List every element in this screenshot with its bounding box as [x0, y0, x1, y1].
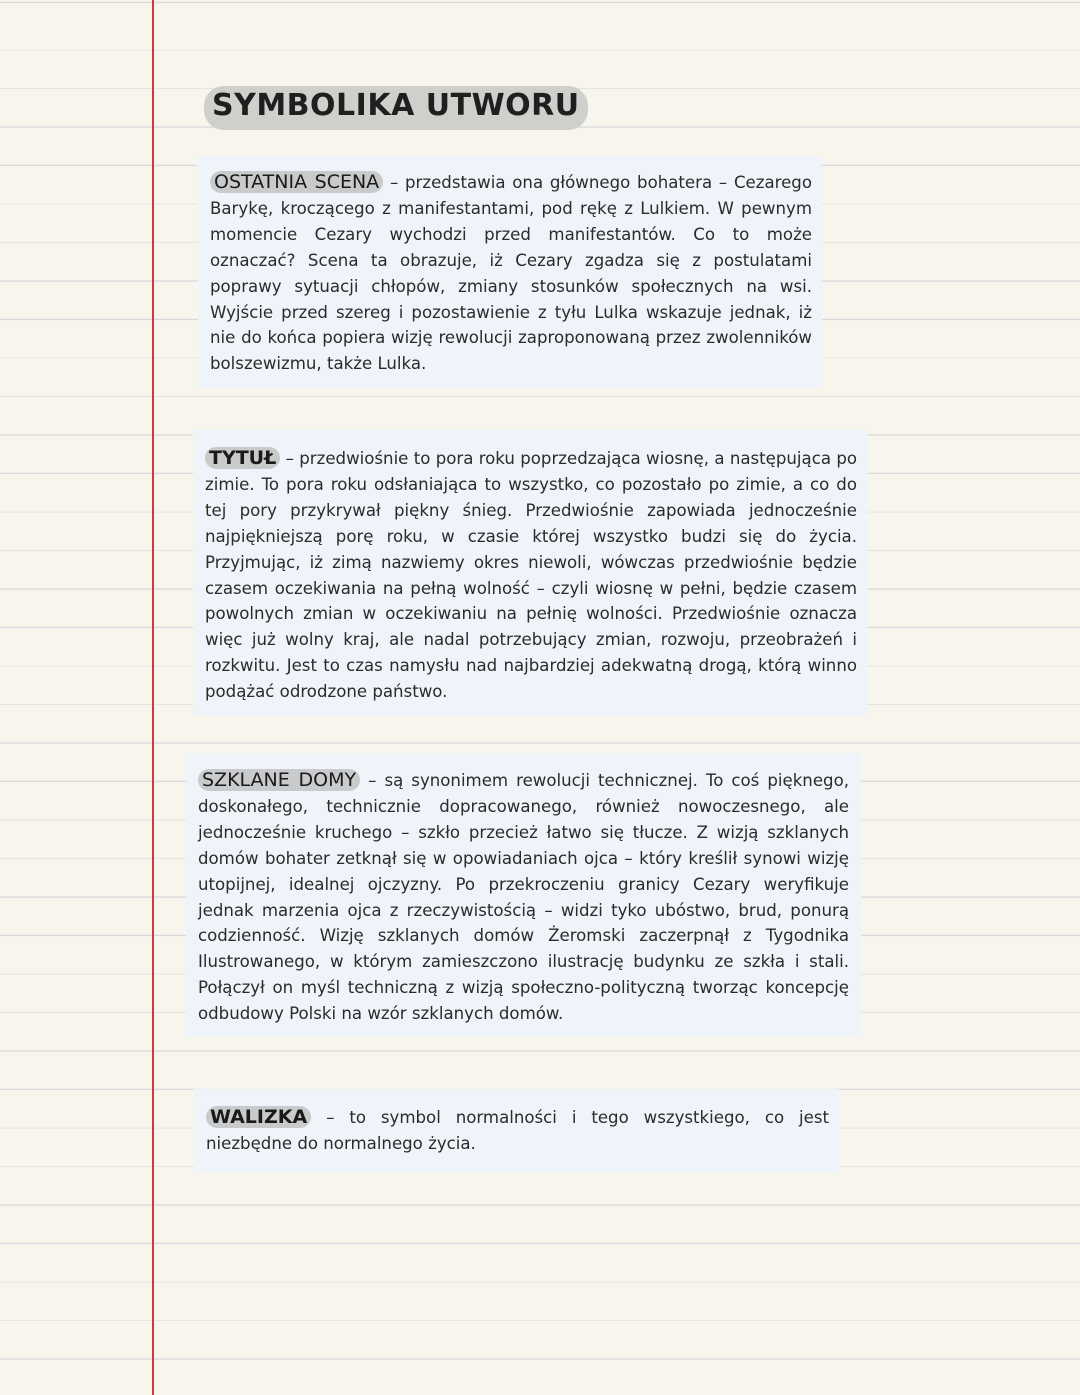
note-text: – są synonimem rewolucji technicznej. To coś pięknego, doskonałego, technicznie dopracowanego, również nowoczesnego, ale jednocześnie kruchego – szkło przecież łatwo się tłucze. Z wizją szklanych domów bohater zetknął się w opowiadaniach ojca – który kreślił synowi wizję utopijnej, idealnej ojczyzny. Po przekroczeniu granicy Cezary weryfikuje jednak marzenia ojca z rzeczywistością – widzi tyko ubóstwo, brud, ponurą codzienność. Wizję szklanych domów Żeromski zaczerpnął z Tygodnika Ilustrowanego, w którym zamieszczono ilustrację budynku ze szkła i stali. Połączył on myśl techniczną z wizją społeczno-polityczną tworząc koncepcję odbudowy Polski na wzór szklanych domów.: [198, 771, 849, 1024]
note-term: WALIZKA: [206, 1106, 311, 1128]
note-paragraph: [205, 446, 857, 705]
note-paragraph: [198, 768, 849, 1027]
margin-line: [152, 0, 154, 1395]
note-text: – przedwiośnie to pora roku poprzedzająca wiosnę, a następująca po zimie. To pora roku odsłaniająca to wszystko, co pozostało po zimie, a co do tej pory przykrywał piękny śnieg. Przedwiośnie zapowiada jednocześnie najpiękniejszą porę roku, w czasie której wszystko budzi się do życia. Przyjmując, iż zimą nazwiemy okres niewoli, wówczas przedwiośnie będzie czasem oczekiwania na pełną wolność – czyli wiosnę w pełni, będzie czasem powolnych zmian w oczekiwaniu na pełnię wolności. Przedwiośnie oznacza więc już wolny kraj, ale nadal potrzebujący zmian, rozwoju, przeobrażeń i rozkwitu. Jest to czas namysłu nad najbardziej adekwatną drogą, którą winno podążać odrodzone państwo.: [205, 449, 857, 702]
page-title: SYMBOLIKA UTWORU: [204, 86, 588, 130]
note-paragraph: [206, 1105, 829, 1157]
note-paragraph: [210, 170, 812, 377]
note-term: TYTUŁ: [205, 447, 280, 469]
note-szklane-domy: [186, 753, 861, 1037]
note-tytul: [193, 430, 867, 716]
note-ostatnia-scena: [198, 156, 822, 388]
note-walizka: [194, 1089, 839, 1173]
note-text: – przedstawia ona głównego bohatera – Cezarego Barykę, kroczącego z manifestantami, pod rękę z Lulkiem. W pewnym momencie Cezary wychodzi przed manifestantów. Co to może oznaczać? Scena ta obrazuje, iż Cezary zgadza się z postulatami poprawy sytuacji chłopów, zmiany stosunków społecznych na wsi. Wyjście przed szereg i pozostawienie z tyłu Lulka wskazuje jednak, iż nie do końca popiera wizję rewolucji zaproponowaną przez zwolenników bolszewizmu, także Lulka.: [210, 173, 812, 374]
note-text: – to symbol normalności i tego wszystkiego, co jest niezbędne do normalnego życia.: [206, 1108, 829, 1153]
note-term: OSTATNIA SCENA: [210, 171, 383, 193]
note-term: SZKLANE DOMY: [198, 769, 360, 791]
